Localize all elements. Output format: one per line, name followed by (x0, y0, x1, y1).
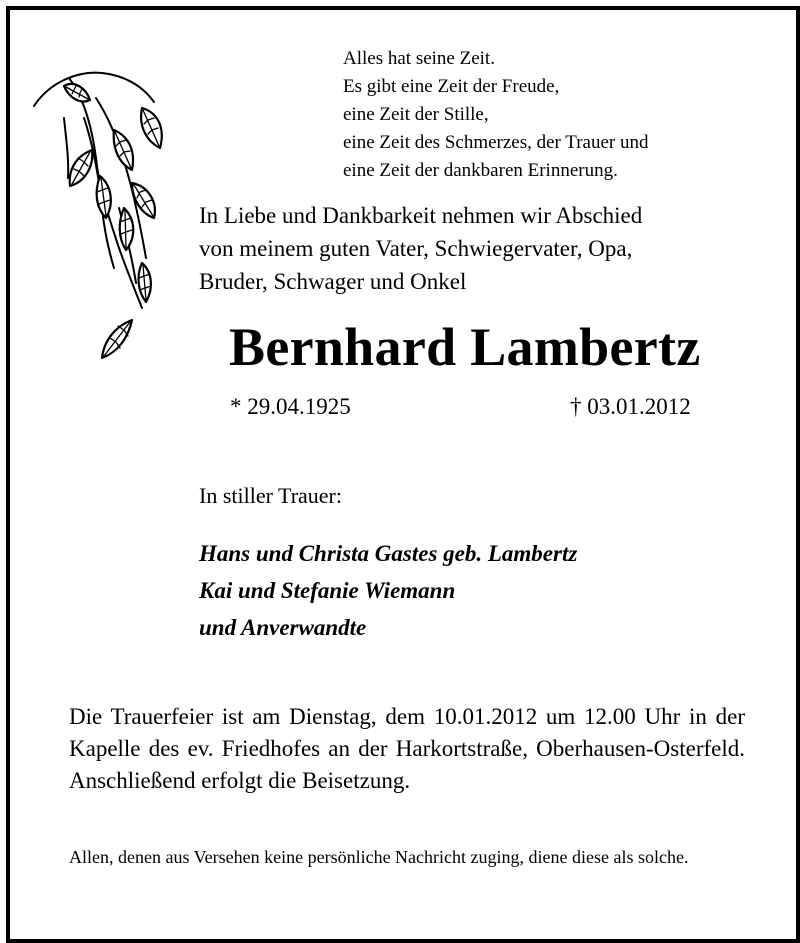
birch-branch-icon (24, 58, 194, 378)
poem (343, 45, 649, 185)
intro-line: von meinem guten Vater, Schwiegervater, Opa, (199, 236, 633, 261)
death-date: † 03.01.2012 (570, 394, 691, 419)
poem-line: eine Zeit des Schmerzes, der Trauer und (343, 132, 649, 153)
intro-text (199, 199, 642, 298)
mourning-label: In stiller Trauer: (199, 483, 342, 508)
poem-line: Es gibt eine Zeit der Freude, (343, 76, 560, 97)
deceased-name: Bernhard Lambertz (229, 317, 701, 377)
poem-line: eine Zeit der dankbaren Erinnerung. (343, 160, 618, 181)
intro-line: In Liebe und Dankbarkeit nehmen wir Abschied (199, 203, 643, 228)
birth-date: * 29.04.1925 (230, 394, 351, 419)
mourner-name: und Anverwandte (199, 615, 367, 640)
poem-line: Alles hat seine Zeit. (343, 48, 495, 69)
mourners-list (199, 535, 577, 646)
closing-note: Allen, denen aus Versehen keine persönliche Nachricht zuging, diene diese als solche. (69, 847, 689, 867)
mourner-name: Hans und Christa Gastes geb. Lambertz (199, 541, 578, 566)
mourner-name: Kai und Stefanie Wiemann (199, 578, 456, 603)
service-info: Die Trauerfeier ist am Dienstag, dem 10.01.2012 um 12.00 Uhr in der Kapelle des ev. Friedhofes an der Harkortstraße, Oberhausen-Osterfeld. Anschließend erfolgt die Beisetzung. (69, 704, 745, 793)
poem-line: eine Zeit der Stille, (343, 104, 489, 125)
intro-line: Bruder, Schwager und Onkel (199, 269, 467, 294)
